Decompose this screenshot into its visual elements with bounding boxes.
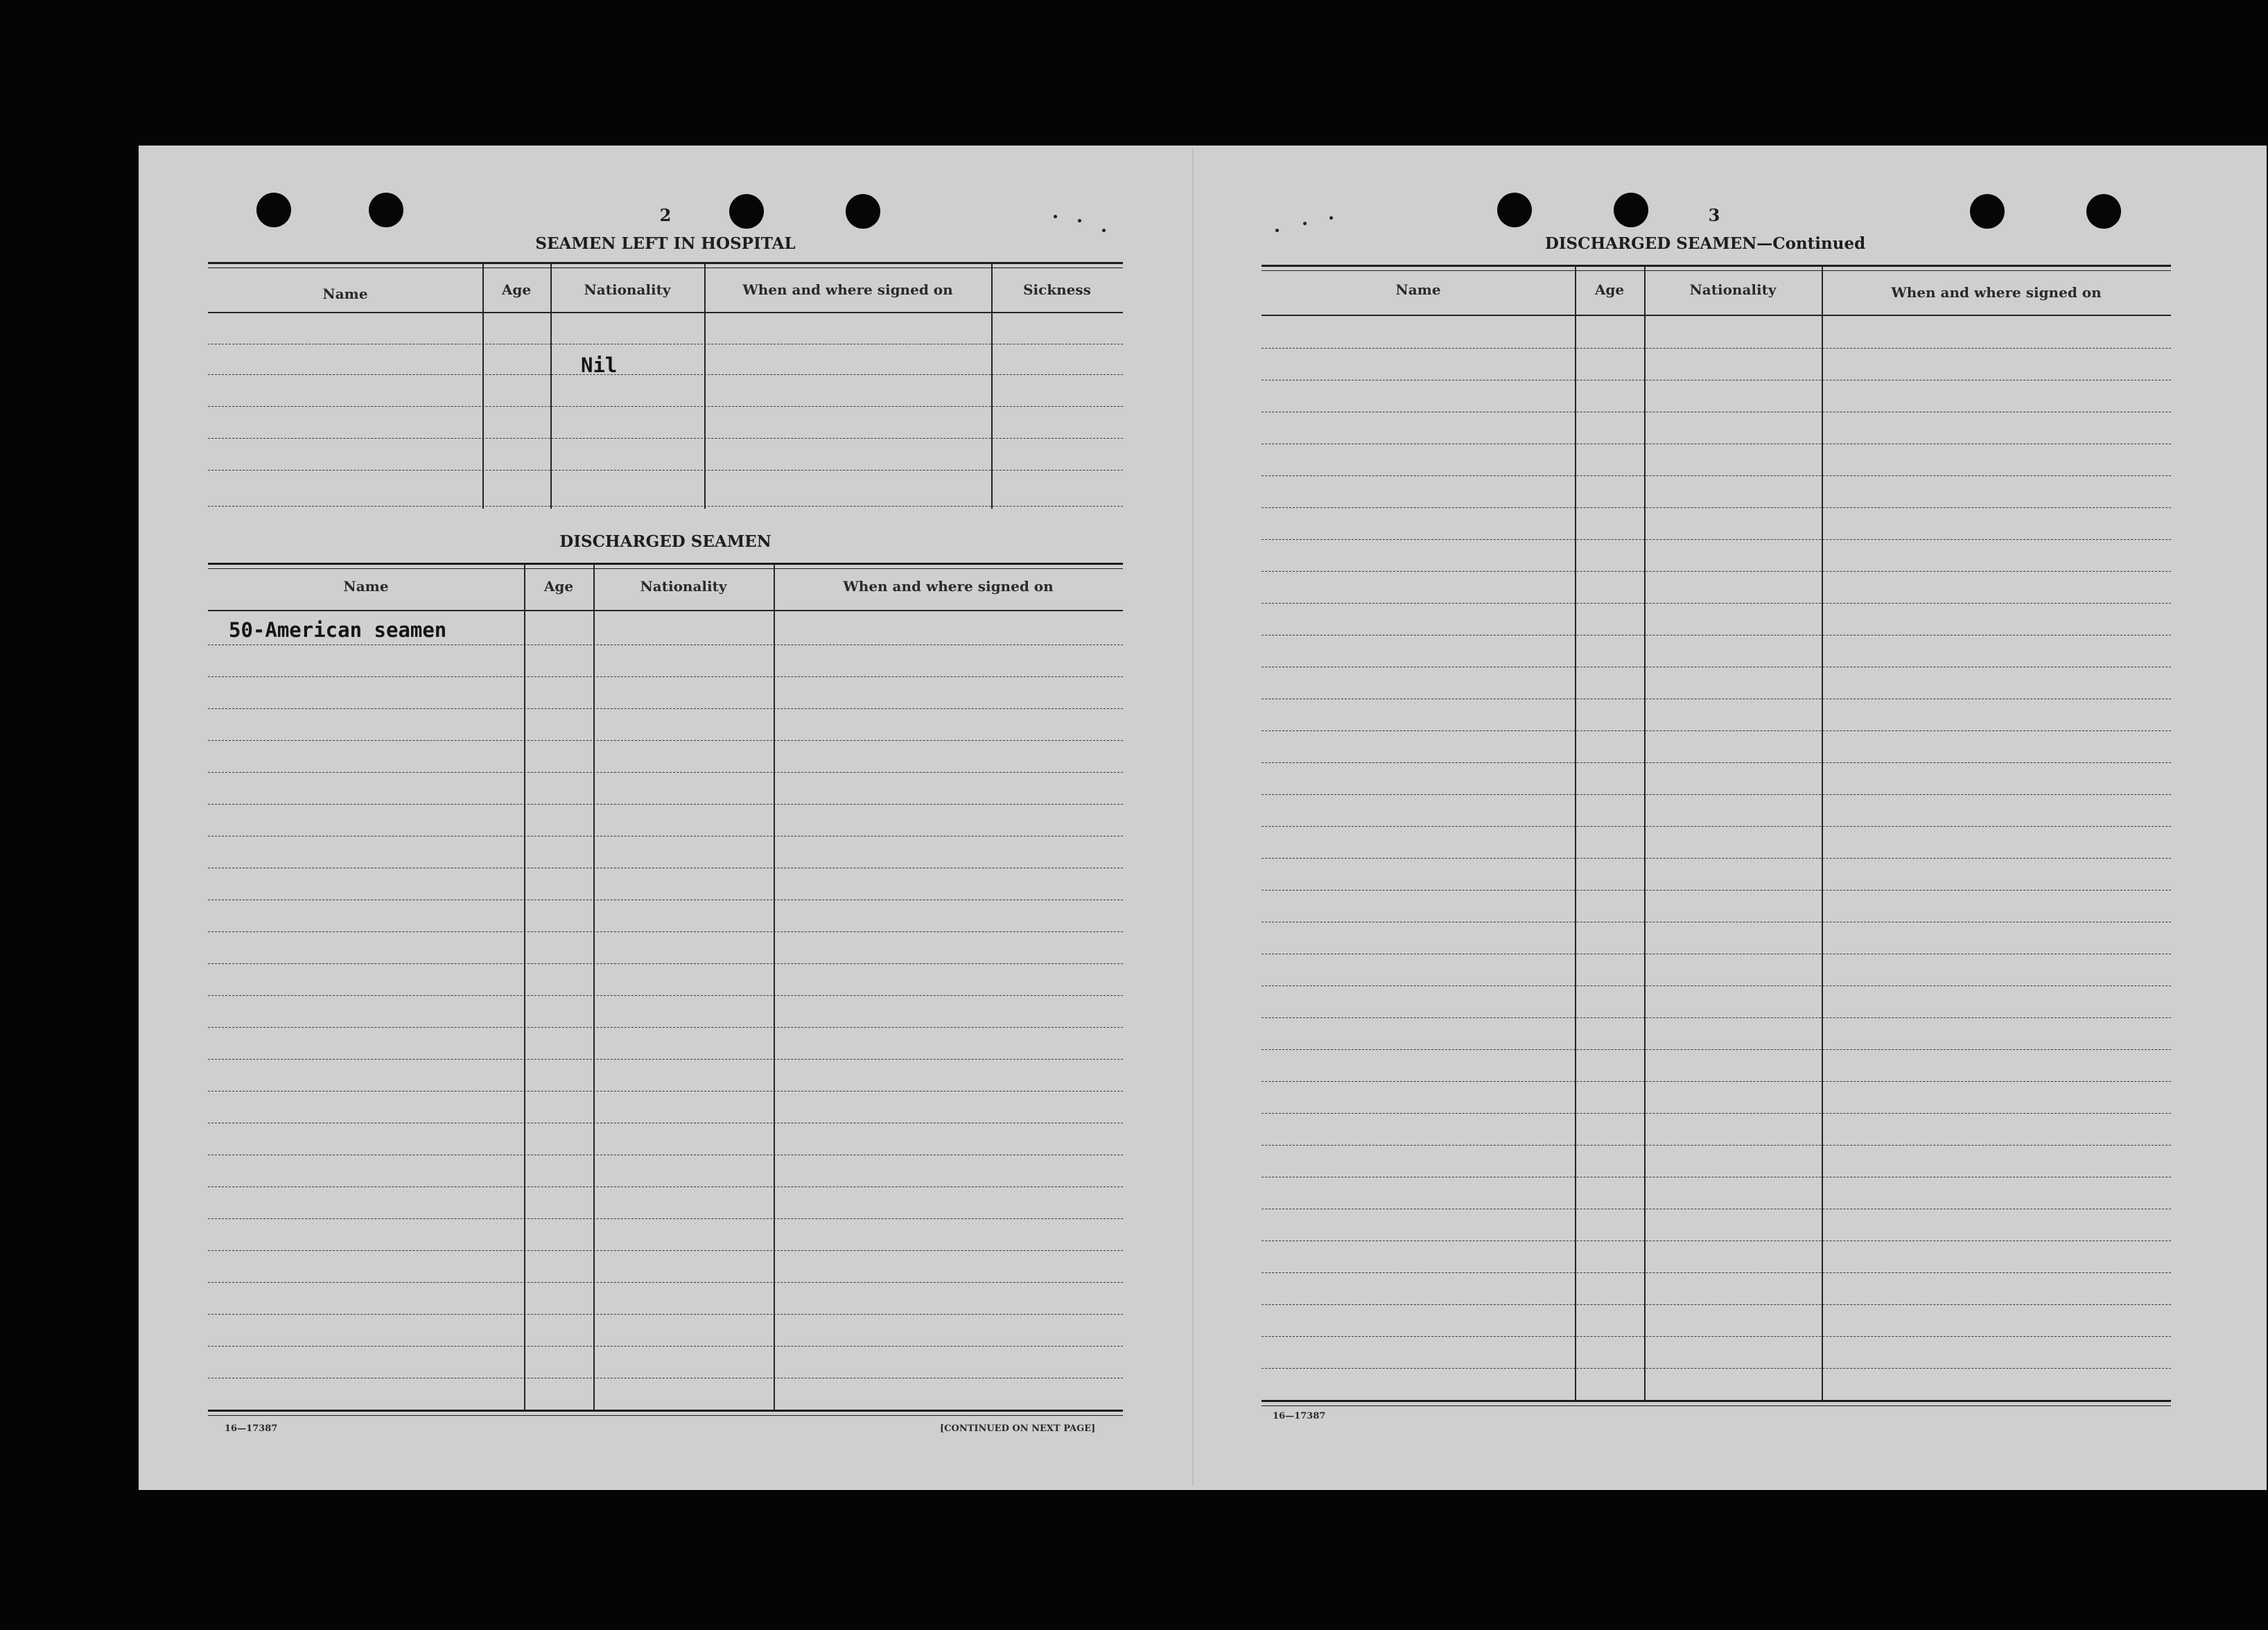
punch-hole: [1614, 193, 1648, 227]
col-header-sickness: Sickness: [1023, 281, 1091, 298]
col-header-nationality: Nationality: [584, 281, 671, 298]
col-header-signed-on: When and where signed on: [1891, 284, 2102, 301]
col-header-age: Age: [501, 281, 532, 298]
discharged-table-title: DISCHARGED SEAMEN: [559, 532, 771, 551]
discharged-continued-title: DISCHARGED SEAMEN—Continued: [1544, 234, 1866, 253]
col-header-signed-on: When and where signed on: [742, 281, 953, 298]
col-header-name: Name: [322, 286, 368, 302]
ink-speck: [1329, 216, 1333, 220]
discharged-table-left: [208, 563, 1123, 1419]
punch-hole: [2086, 194, 2121, 229]
col-header-name: Name: [1395, 281, 1441, 298]
punch-hole: [1497, 193, 1532, 227]
punch-hole: [1970, 194, 2005, 229]
page-number: 2: [659, 205, 672, 225]
discharged-entry-name: 50-American seamen: [229, 618, 447, 642]
continued-note: [CONTINUED ON NEXT PAGE]: [940, 1423, 1096, 1434]
ink-speck: [1303, 222, 1307, 225]
col-header-name: Name: [343, 578, 389, 595]
hospital-table: [208, 262, 1123, 510]
punch-hole: [369, 193, 403, 227]
ink-speck: [1078, 219, 1081, 222]
punch-hole: [846, 194, 880, 229]
ink-speck: [1054, 215, 1057, 218]
form-number: 16—17387: [1273, 1411, 1326, 1421]
ink-speck: [1275, 229, 1279, 232]
col-header-age: Age: [1594, 281, 1625, 298]
punch-hole: [729, 194, 764, 229]
col-header-nationality: Nationality: [640, 578, 727, 595]
col-header-signed-on: When and where signed on: [843, 578, 1054, 595]
page-number: 3: [1708, 205, 1720, 225]
page-fold: [1192, 148, 1194, 1486]
hospital-table-title: SEAMEN LEFT IN HOSPITAL: [535, 234, 796, 253]
col-header-nationality: Nationality: [1689, 281, 1777, 298]
punch-hole: [256, 193, 291, 227]
discharged-table-right: [1262, 265, 2171, 1412]
form-number: 16—17387: [225, 1423, 278, 1434]
col-header-age: Age: [543, 578, 574, 595]
hospital-entry-nationality: Nil: [581, 353, 618, 377]
ink-speck: [1102, 229, 1106, 232]
